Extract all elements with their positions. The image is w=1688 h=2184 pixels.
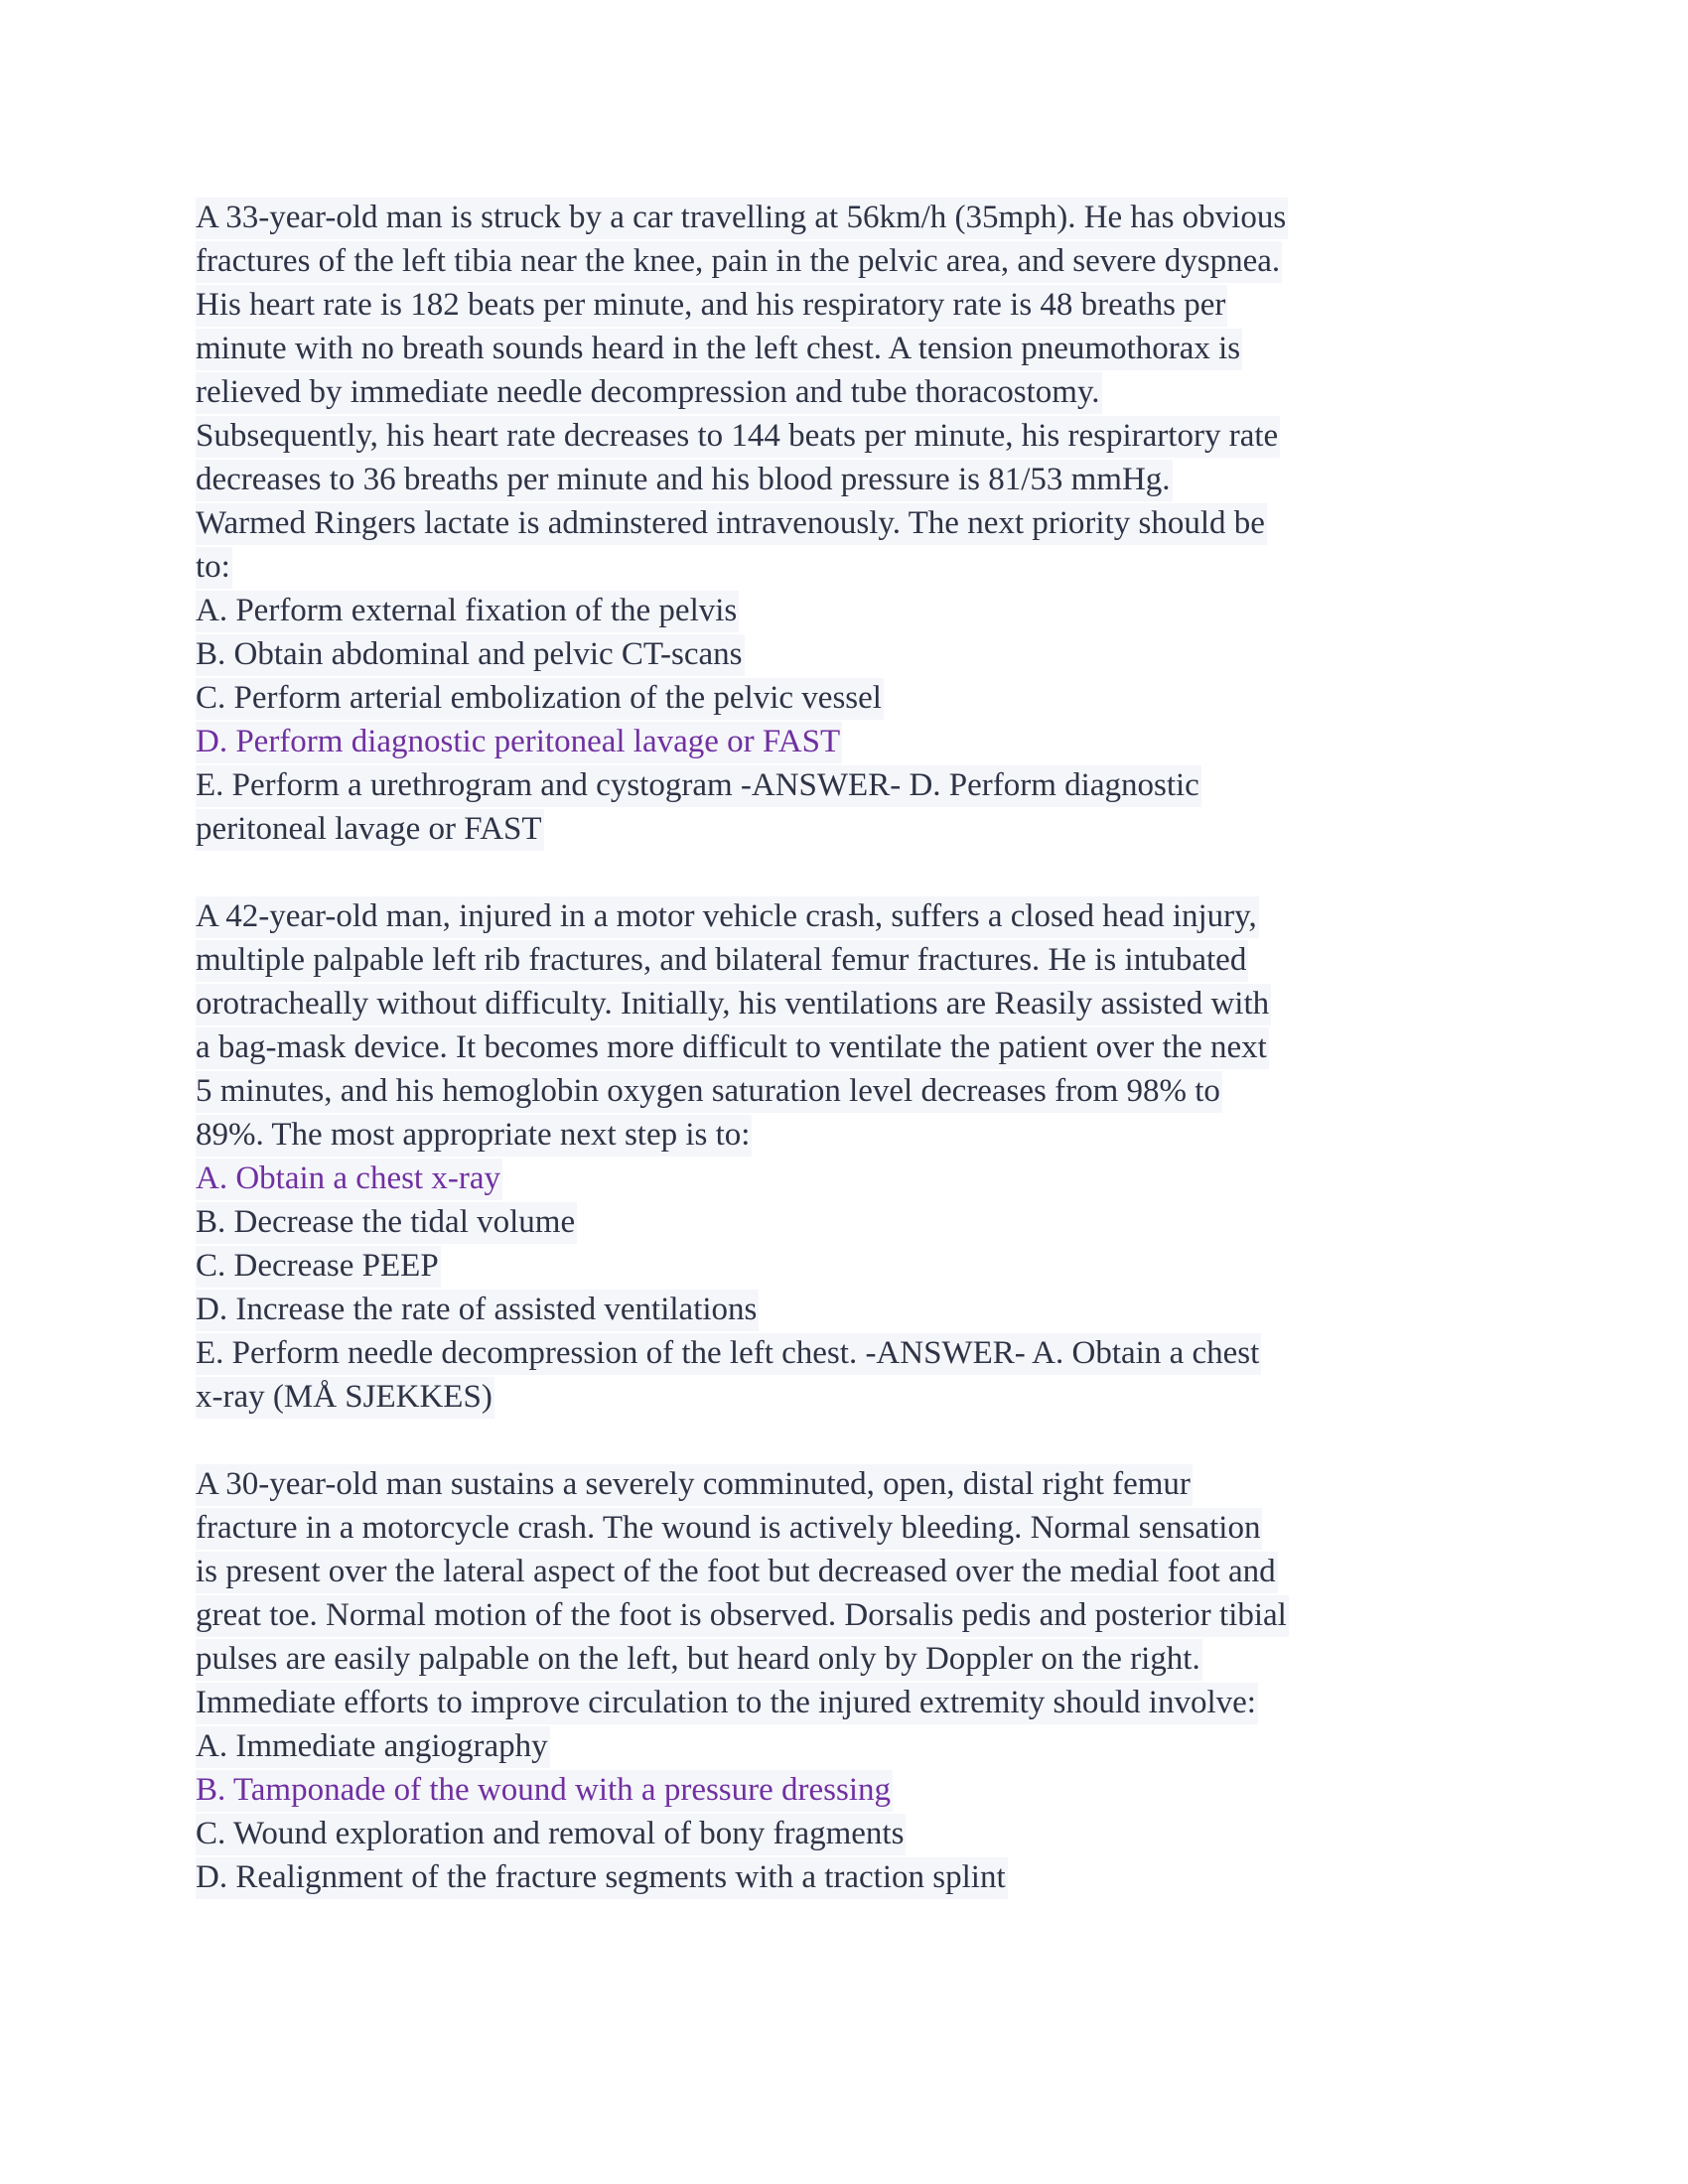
- line-text: decreases to 36 breaths per minute and his blood pressure is 81/53 mmHg.: [196, 460, 1173, 501]
- line-text: A 30-year-old man sustains a severely comminuted, open, distal right femur: [196, 1464, 1193, 1506]
- line-text: A. Obtain a chest x-ray: [196, 1159, 502, 1200]
- text-line: [196, 894, 1289, 938]
- line-text: D. Realignment of the fracture segments with a traction splint: [196, 1857, 1008, 1899]
- line-text: great toe. Normal motion of the foot is observed. Dorsalis pedis and posterior tibial: [196, 1595, 1289, 1637]
- line-text: A. Perform external fixation of the pelvis: [196, 591, 739, 632]
- line-text: to:: [196, 547, 232, 589]
- text-line: [196, 676, 1289, 720]
- text-line: [196, 239, 1289, 283]
- question-block: [196, 196, 1289, 851]
- line-text: B. Decrease the tidal volume: [196, 1202, 577, 1244]
- text-line: [196, 1200, 1289, 1244]
- line-text: D. Increase the rate of assisted ventilations: [196, 1290, 759, 1331]
- line-text: His heart rate is 182 beats per minute, and his respiratory rate is 48 breaths per: [196, 285, 1227, 327]
- line-text: pulses are easily palpable on the left, but heard only by Doppler on the right.: [196, 1639, 1202, 1681]
- line-text: fracture in a motorcycle crash. The wound is actively bleeding. Normal sensation: [196, 1508, 1262, 1550]
- line-text: C. Wound exploration and removal of bony fragments: [196, 1814, 906, 1855]
- line-text: x-ray (MÅ SJEKKES): [196, 1377, 494, 1419]
- text-line: [196, 632, 1289, 676]
- line-text: orotracheally without difficulty. Initially, his ventilations are Reasily assisted with: [196, 984, 1271, 1025]
- line-text: D. Perform diagnostic peritoneal lavage or FAST: [196, 722, 842, 763]
- text-line: [196, 370, 1289, 414]
- line-text: Warmed Ringers lactate is adminstered intravenously. The next priority should be: [196, 503, 1267, 545]
- line-text: peritoneal lavage or FAST: [196, 809, 544, 851]
- line-text: relieved by immediate needle decompression and tube thoracostomy.: [196, 372, 1102, 414]
- text-line: [196, 1681, 1289, 1724]
- text-line: [196, 196, 1289, 239]
- paragraph-gap: [196, 851, 1289, 894]
- line-text: B. Tamponade of the wound with a pressure dressing: [196, 1770, 893, 1812]
- line-text: C. Decrease PEEP: [196, 1246, 441, 1288]
- text-line: [196, 1113, 1289, 1157]
- text-line: [196, 763, 1289, 807]
- line-text: E. Perform needle decompression of the left chest. -ANSWER- A. Obtain a chest: [196, 1333, 1261, 1375]
- text-line: [196, 1637, 1289, 1681]
- text-line: [196, 1331, 1289, 1375]
- text-line: [196, 1506, 1289, 1550]
- line-text: A 42-year-old man, injured in a motor vehicle crash, suffers a closed head injury,: [196, 896, 1259, 938]
- line-text: E. Perform a urethrogram and cystogram -ANSWER- D. Perform diagnostic: [196, 765, 1201, 807]
- question-block: [196, 1462, 1289, 1899]
- line-text: is present over the lateral aspect of the foot but decreased over the medial foot and: [196, 1552, 1278, 1593]
- text-line: [196, 545, 1289, 589]
- line-text: a bag-mask device. It becomes more difficult to ventilate the patient over the next: [196, 1027, 1269, 1069]
- line-text: 5 minutes, and his hemoglobin oxygen saturation level decreases from 98% to: [196, 1071, 1222, 1113]
- line-text: B. Obtain abdominal and pelvic CT-scans: [196, 634, 745, 676]
- text-line: [196, 807, 1289, 851]
- text-line: [196, 1855, 1289, 1899]
- text-line: [196, 414, 1289, 458]
- line-text: A 33-year-old man is struck by a car travelling at 56km/h (35mph). He has obvious: [196, 198, 1288, 239]
- text-line: [196, 1069, 1289, 1113]
- text-line: [196, 938, 1289, 982]
- question-block: [196, 894, 1289, 1419]
- text-line: [196, 982, 1289, 1025]
- paragraph-gap: [196, 1419, 1289, 1462]
- correct-answer-line: [196, 1768, 1289, 1812]
- document-body: [196, 196, 1289, 1899]
- text-line: [196, 1724, 1289, 1768]
- line-text: minute with no breath sounds heard in the left chest. A tension pneumothorax is: [196, 329, 1242, 370]
- text-line: [196, 1462, 1289, 1506]
- text-line: [196, 1375, 1289, 1419]
- text-line: [196, 1244, 1289, 1288]
- text-line: [196, 1025, 1289, 1069]
- text-line: [196, 1593, 1289, 1637]
- line-text: Subsequently, his heart rate decreases to 144 beats per minute, his respirartory rate: [196, 416, 1280, 458]
- text-line: [196, 1550, 1289, 1593]
- line-text: Immediate efforts to improve circulation to the injured extremity should involve:: [196, 1683, 1258, 1724]
- correct-answer-line: [196, 720, 1289, 763]
- line-text: A. Immediate angiography: [196, 1726, 550, 1768]
- line-text: 89%. The most appropriate next step is to:: [196, 1115, 752, 1157]
- text-line: [196, 283, 1289, 327]
- line-text: fractures of the left tibia near the knee, pain in the pelvic area, and severe dyspnea.: [196, 241, 1282, 283]
- text-line: [196, 589, 1289, 632]
- correct-answer-line: [196, 1157, 1289, 1200]
- text-line: [196, 1812, 1289, 1855]
- line-text: multiple palpable left rib fractures, and bilateral femur fractures. He is intubated: [196, 940, 1248, 982]
- text-line: [196, 501, 1289, 545]
- line-text: C. Perform arterial embolization of the pelvic vessel: [196, 678, 884, 720]
- text-line: [196, 458, 1289, 501]
- text-line: [196, 327, 1289, 370]
- text-line: [196, 1288, 1289, 1331]
